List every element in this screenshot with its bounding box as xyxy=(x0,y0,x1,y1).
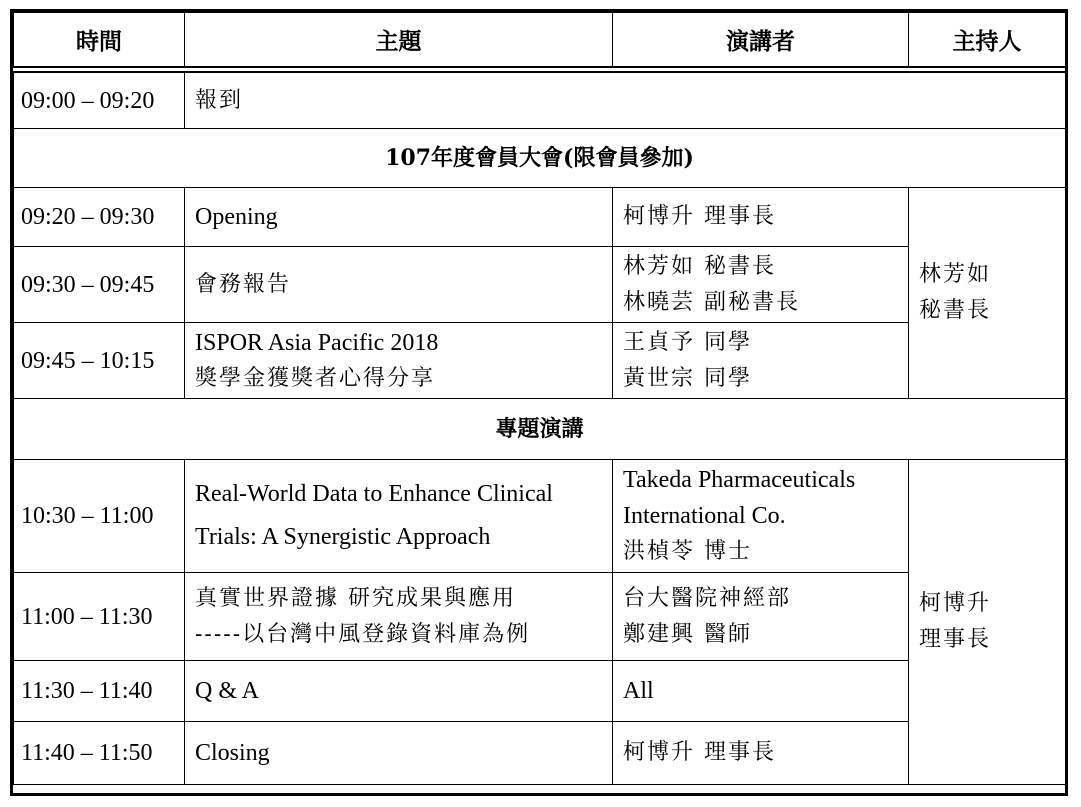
speaker-line: 黃世宗 同學 xyxy=(623,365,752,391)
time-cell: 09:20 – 09:30 xyxy=(14,188,185,247)
section-row xyxy=(14,399,1066,460)
topic-cell: Q & A xyxy=(185,661,613,722)
speaker-cell: 柯博升 理事長 xyxy=(613,722,909,785)
speaker-cell xyxy=(613,460,909,573)
topic-cell: Closing xyxy=(185,722,613,785)
table-row xyxy=(14,70,1066,129)
header-topic: 主題 xyxy=(185,13,613,70)
table-row xyxy=(14,460,1066,573)
topic-line: -----以台灣中風登錄資料庫為例 xyxy=(195,621,531,647)
header-speaker: 演講者 xyxy=(613,13,909,70)
speaker-cell xyxy=(613,247,909,323)
topic-line: Real-World Data to Enhance Clinical xyxy=(195,481,553,507)
section-title: 107年度會員大會(限會員參加) xyxy=(14,129,1066,188)
topic-cell: 會務報告 xyxy=(185,247,613,323)
speaker-line: 鄭建興 醫師 xyxy=(623,621,752,647)
time-cell: 09:45 – 10:15 xyxy=(14,323,185,399)
speaker-line: International Co. xyxy=(623,503,786,529)
topic-cell xyxy=(185,460,613,573)
topic-cell xyxy=(185,323,613,399)
host-name: 柯博升 xyxy=(919,591,992,616)
time-cell: 11:30 – 11:40 xyxy=(14,661,185,722)
table-row xyxy=(14,573,1066,661)
section-row xyxy=(14,129,1066,188)
table-row xyxy=(14,722,1066,785)
time-cell: 09:30 – 09:45 xyxy=(14,247,185,323)
header-time: 時間 xyxy=(14,13,185,70)
topic-line: Trials: A Synergistic Approach xyxy=(195,524,491,550)
table-row xyxy=(14,188,1066,247)
speaker-cell: All xyxy=(613,661,909,722)
time-cell: 11:00 – 11:30 xyxy=(14,573,185,661)
topic-cell: Opening xyxy=(185,188,613,247)
agenda-table xyxy=(13,12,1066,785)
topic-line: 獎學金獲獎者心得分享 xyxy=(195,365,436,391)
speaker-line: Takeda Pharmaceuticals xyxy=(623,467,856,493)
speaker-cell xyxy=(613,573,909,661)
speaker-cell: 柯博升 理事長 xyxy=(613,188,909,247)
speaker-line: 林曉芸 副秘書長 xyxy=(623,289,800,315)
host-title: 理事長 xyxy=(919,627,992,652)
topic-cell: 報到 xyxy=(185,70,1066,129)
header-host: 主持人 xyxy=(909,13,1066,70)
table-row xyxy=(14,247,1066,323)
host-cell xyxy=(909,188,1066,399)
time-cell: 09:00 – 09:20 xyxy=(14,70,185,129)
section-title: 專題演講 xyxy=(14,399,1066,460)
speaker-line: 洪楨苓 博士 xyxy=(623,539,752,564)
speaker-cell xyxy=(613,323,909,399)
speaker-line: 王貞予 同學 xyxy=(623,329,752,355)
table-row xyxy=(14,323,1066,399)
host-name: 林芳如 xyxy=(919,262,992,287)
time-cell: 11:40 – 11:50 xyxy=(14,722,185,785)
time-cell: 10:30 – 11:00 xyxy=(14,460,185,573)
agenda-sheet xyxy=(10,9,1068,796)
host-cell xyxy=(909,460,1066,785)
topic-line: ISPOR Asia Pacific 2018 xyxy=(195,329,439,356)
table-row xyxy=(14,661,1066,722)
topic-cell xyxy=(185,573,613,661)
host-title: 秘書長 xyxy=(919,298,992,323)
speaker-line: 台大醫院神經部 xyxy=(623,585,792,611)
topic-line: 真實世界證據 研究成果與應用 xyxy=(195,585,516,611)
speaker-line: 林芳如 秘書長 xyxy=(623,253,776,279)
header-row xyxy=(14,13,1066,70)
